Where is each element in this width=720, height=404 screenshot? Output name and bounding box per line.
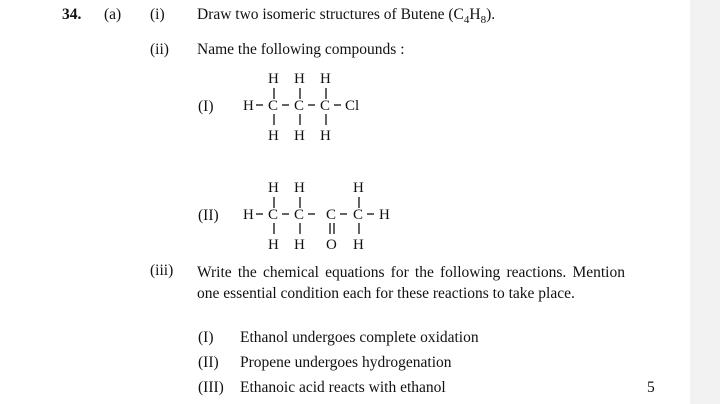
compound-I-structure <box>243 71 359 144</box>
atom-h: H <box>268 71 279 87</box>
formula-hydrogen: H <box>469 6 481 23</box>
reaction-3-label: (III) <box>198 379 224 396</box>
atom-o: O <box>326 237 337 253</box>
question-part: (a) <box>104 6 122 23</box>
atom-h: H <box>353 237 364 253</box>
reaction-3-text: Ethanoic acid reacts with ethanol <box>240 379 446 396</box>
atom-cl: Cl <box>345 98 360 114</box>
atom-c: C <box>268 98 279 114</box>
atom-h: H <box>268 128 279 144</box>
atom-h: H <box>243 98 254 114</box>
atom-h: H <box>268 180 279 196</box>
compound-II-label: (II) <box>198 207 219 224</box>
atom-h: H <box>320 128 331 144</box>
atom-c: C <box>326 207 337 223</box>
atom-h: H <box>294 237 305 253</box>
atom-h: H <box>268 237 279 253</box>
atom-h: H <box>243 207 254 223</box>
item-iii-label: (iii) <box>150 262 174 279</box>
atom-h: H <box>353 180 364 196</box>
item-i-prefix: Draw two isomeric structures of Butene (C <box>197 6 464 23</box>
reaction-2-text: Propene undergoes hydrogenation <box>240 354 452 371</box>
item-iii-text: Write the chemical equations for the following reactions. Mention one essential condition each for these reactions to take place. <box>197 264 625 302</box>
atom-c: C <box>320 98 331 114</box>
formula-sub-carbon: 4 <box>463 14 470 27</box>
atom-h: H <box>294 71 305 87</box>
formula-end: ). <box>486 6 496 23</box>
compound-I-label: (I) <box>198 98 214 115</box>
atom-c: C <box>294 98 305 114</box>
reaction-2-label: (II) <box>198 354 219 371</box>
formula-sub-hydrogen: 8 <box>480 14 487 27</box>
item-i-label: (i) <box>150 6 165 23</box>
atom-h: H <box>294 128 305 144</box>
atom-c: C <box>268 207 279 223</box>
reaction-1-label: (I) <box>198 329 214 346</box>
question-number: 34. <box>62 6 82 23</box>
item-ii-label: (ii) <box>150 41 169 58</box>
atom-c: C <box>353 207 364 223</box>
atom-c: C <box>294 207 305 223</box>
atom-h: H <box>320 71 331 87</box>
atom-h: H <box>294 180 305 196</box>
atom-h: H <box>379 207 390 223</box>
item-ii-text: Name the following compounds : <box>197 41 405 58</box>
reaction-1-text: Ethanol undergoes complete oxidation <box>240 329 479 346</box>
compound-II-structure <box>243 180 390 253</box>
marks-value: 5 <box>647 379 655 396</box>
